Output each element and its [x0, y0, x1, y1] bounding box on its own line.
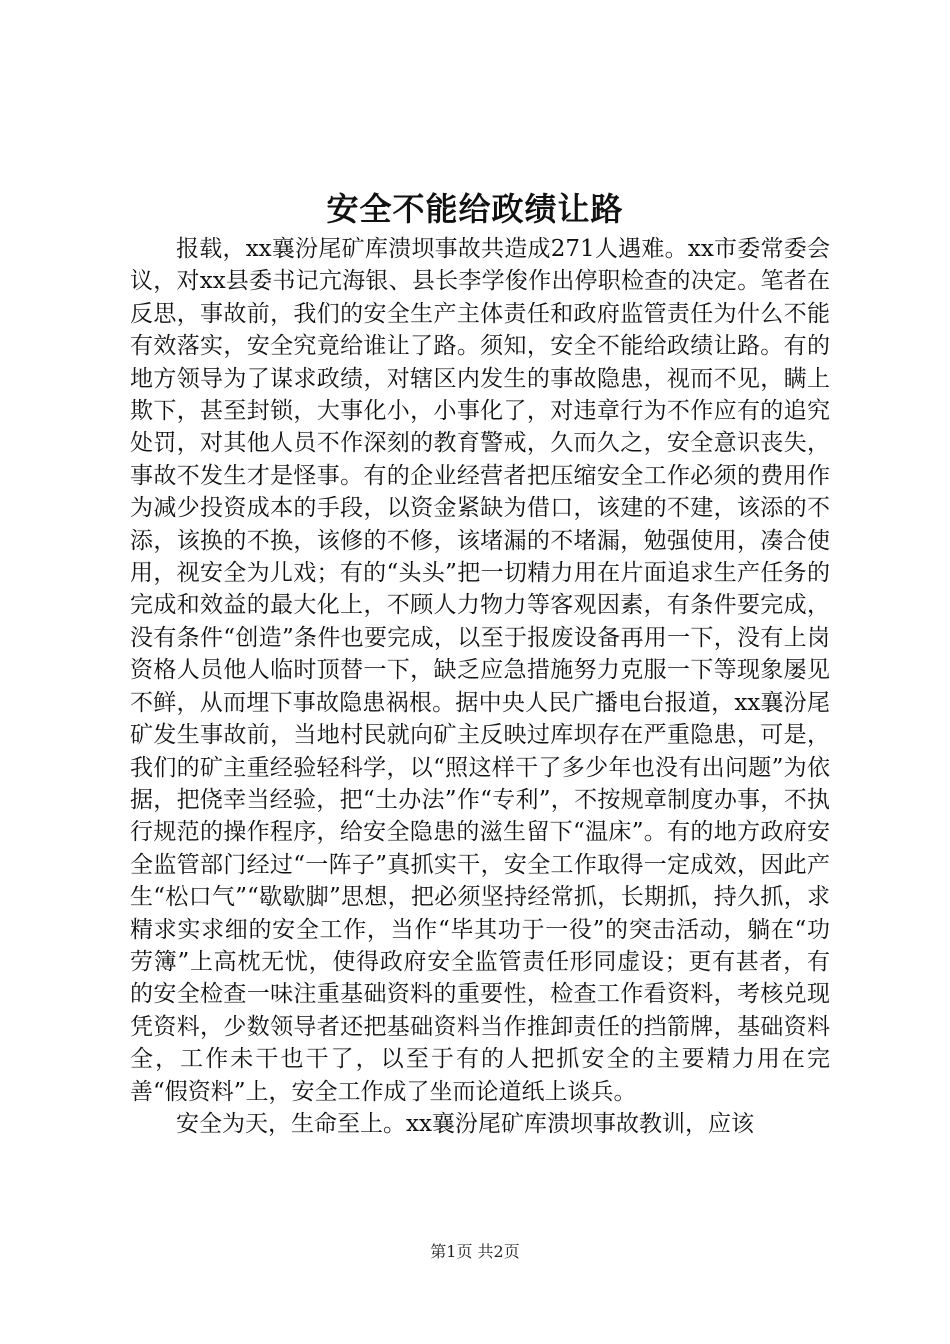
page-footer: 第1页 共2页	[430, 1242, 520, 1261]
paragraph-1: 报载，xx襄汾尾矿库溃坝事故共造成271人遇难。xx市委常委会议，对xx县委书记亢海银、县长李学俊作出停职检查的决定。笔者在反思，事故前，我们的安全生产主体责任和政府监管责任为什么不能有效落实，安全究竟给谁让了路。须知，安全不能给政绩让路。有的地方领导为了谋求政绩，对辖区内发生的事故隐患，视而不见，瞒上欺下，甚至封锁，大事化小，小事化了，对违章行为不作应有的追究处罚，对其他人员不作深刻的教育警戒，久而久之，安全意识丧失，事故不发生才是怪事。有的企业经营者把压缩安全工作必须的费用作为减少投资成本的手段，以资金紧缺为借口，该建的不建，该添的不添，该换的不换，该修的不修，该堵漏的不堵漏，勉强使用，凑合使用，视安全为儿戏；有的“头头”把一切精力用在片面追求生产任务的完成和效益的最大化上，不顾人力物力等客观因素，有条件要完成，没有条件“创造”条件也要完成，以至于报废设备再用一下，没有上岗资格人员他人临时顶替一下，缺乏应急措施努力克服一下等现象屡见不鲜，从而埋下事故隐患祸根。据中央人民广播电台报道，xx襄汾尾矿发生事故前，当地村民就向矿主反映过库坝存在严重隐患，可是，我们的矿主重经验轻科学，以“照这样干了多少年也没有出问题”为依据，把侥幸当经验，把“土办法”作“专利”，不按规章制度办事，不执行规范的操作程序，给安全隐患的滋生留下“温床”。有的地方政府安全监管部门经过“一阵子”真抓实干，安全工作取得一定成效，因此产生“松口气”“歇歇脚”思想，把必须坚持经常抓，长期抓，持久抓，求精求实求细的安全工作，当作“毕其功于一役”的突击活动，躺在“功劳簿”上高枕无忧，使得政府安全监管责任形同虚设；更有甚者，有的安全检查一味注重基础资料的重要性，检查工作看资料，考核兑现凭资料，少数领导者还把基础资料当作推卸责任的挡箭牌，基础资料全，工作未干也干了，以至于有的人把抓安全的主要精力用在完善“假资料”上，安全工作成了坐而论道纸上谈兵。	[130, 236, 830, 1105]
paragraph-2: 安全为天，生命至上。xx襄汾尾矿库溃坝事故教训，应该	[176, 1110, 754, 1137]
document-title: 安全不能给政绩让路	[326, 190, 624, 228]
document-body	[130, 233, 830, 1140]
